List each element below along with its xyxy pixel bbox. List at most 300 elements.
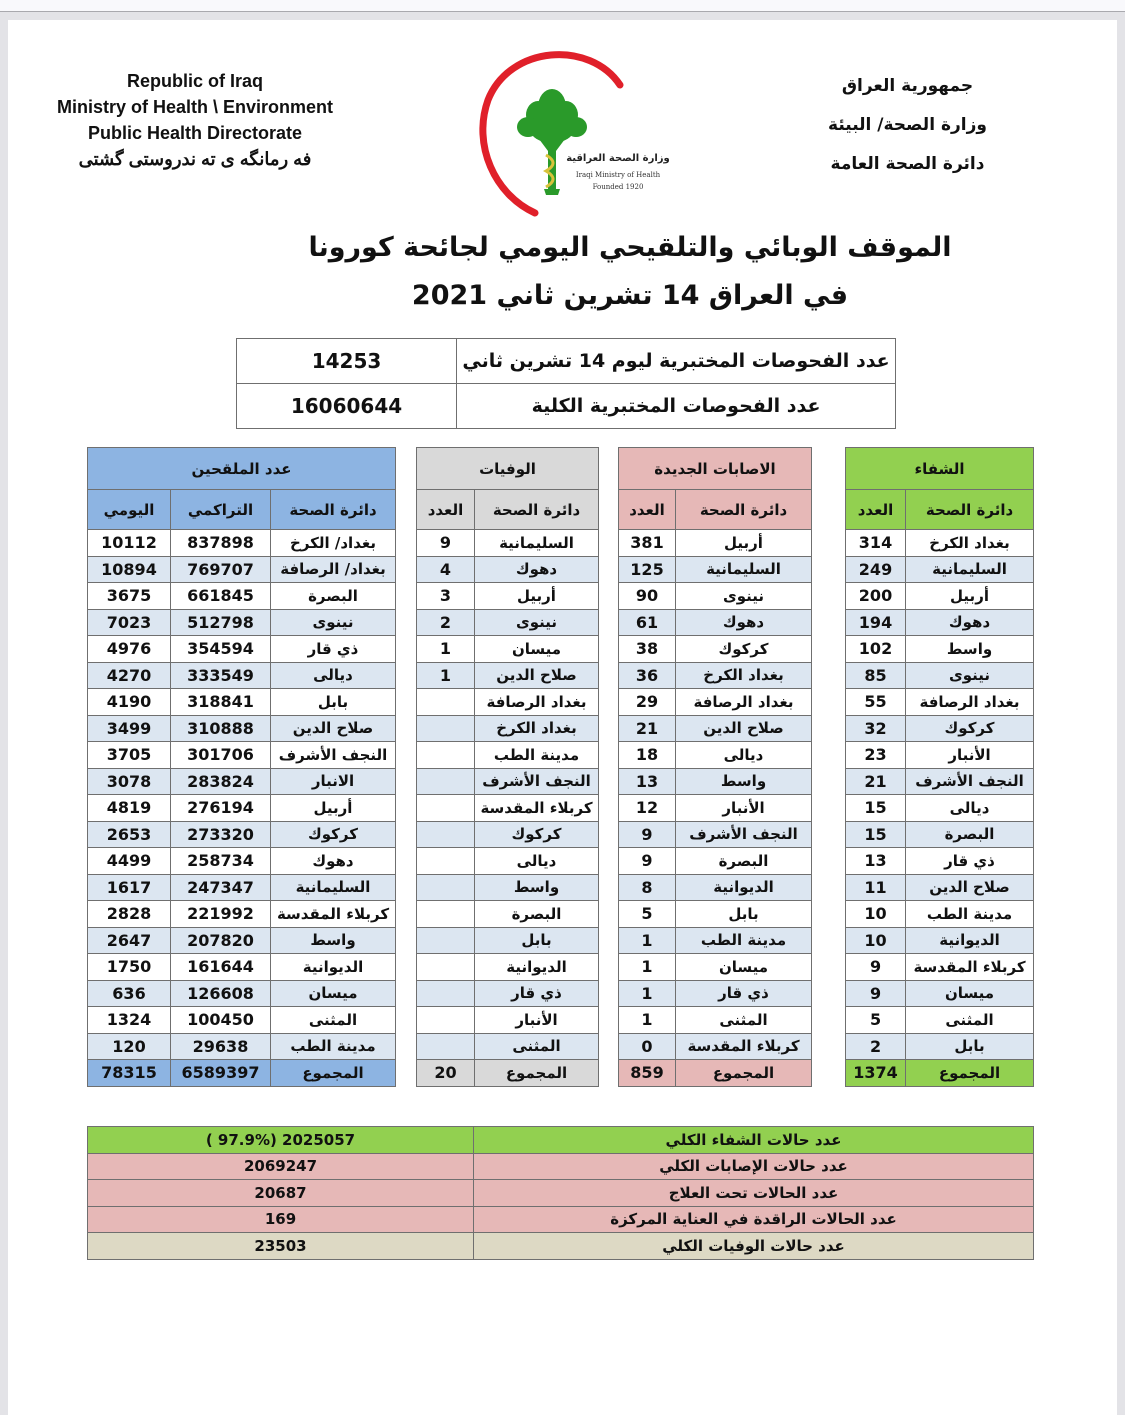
tests-row-daily: [237, 339, 896, 384]
new-cases-cell-count: 12: [619, 795, 676, 822]
recovery-row: [846, 636, 1034, 663]
recovery-cell-count: 5: [846, 1007, 906, 1034]
deaths-cell-name: دهوك: [475, 556, 599, 583]
top-bar: [0, 0, 1125, 12]
vaccinated-cell-daily: 4976: [88, 636, 171, 663]
vaccinated-row: [88, 556, 396, 583]
vaccinated-cell-cumulative: 661845: [171, 583, 271, 610]
new-cases-cell-name: واسط: [676, 768, 812, 795]
vaccinated-cell-daily: 3499: [88, 715, 171, 742]
vaccinated-row: [88, 768, 396, 795]
new-cases-row: [619, 874, 812, 901]
deaths-row: [417, 821, 599, 848]
vaccinated-cell-name: ديالى: [271, 662, 396, 689]
recovery-row: [846, 583, 1034, 610]
new-cases-cell-name: ذي قار: [676, 980, 812, 1007]
recovery-cell-count: 314: [846, 530, 906, 557]
header-ar-ministry: وزارة الصحة/ البيئة: [828, 115, 987, 135]
tests-daily-value: 14253: [237, 339, 457, 384]
summary-row: [88, 1127, 1034, 1154]
vaccinated-table: [87, 447, 396, 1087]
deaths-cell-name: أربيل: [475, 583, 599, 610]
new-cases-cell-name: نينوى: [676, 583, 812, 610]
deaths-row: [417, 556, 599, 583]
vaccinated-cell-daily: 7023: [88, 609, 171, 636]
new-cases-cell-name: كركوك: [676, 636, 812, 663]
new-cases-title: الاصابات الجديدة: [619, 448, 812, 490]
recovery-cell-name: نينوى: [906, 662, 1034, 689]
vaccinated-col-cumulative: التراكمي: [171, 490, 271, 530]
new-cases-cell-name: البصرة: [676, 848, 812, 875]
recovery-cell-count: 15: [846, 821, 906, 848]
vaccinated-cell-cumulative: 100450: [171, 1007, 271, 1034]
recovery-total: 1374: [846, 1060, 906, 1087]
new-cases-row: [619, 1033, 812, 1060]
new-cases-row: [619, 954, 812, 981]
vaccinated-cell-name: واسط: [271, 927, 396, 954]
deaths-cell-count: [417, 689, 475, 716]
vaccinated-cell-name: نينوى: [271, 609, 396, 636]
deaths-cell-count: [417, 848, 475, 875]
summary-table: [87, 1126, 1034, 1260]
recovery-cell-count: 21: [846, 768, 906, 795]
deaths-row: [417, 927, 599, 954]
new-cases-cell-count: 38: [619, 636, 676, 663]
vaccinated-cell-daily: 1750: [88, 954, 171, 981]
deaths-cell-name: المثنى: [475, 1033, 599, 1060]
vaccinated-cell-cumulative: 207820: [171, 927, 271, 954]
vaccinated-cell-name: دهوك: [271, 848, 396, 875]
english-header: [30, 68, 360, 172]
vaccinated-cell-daily: 120: [88, 1033, 171, 1060]
vaccinated-cell-daily: 4270: [88, 662, 171, 689]
recovery-cell-count: 10: [846, 901, 906, 928]
new-cases-cell-name: ديالى: [676, 742, 812, 769]
recovery-cell-name: الأنبار: [906, 742, 1034, 769]
recovery-row: [846, 609, 1034, 636]
vaccinated-cell-cumulative: 273320: [171, 821, 271, 848]
recovery-cell-count: 2: [846, 1033, 906, 1060]
summary-value: 20687: [88, 1180, 474, 1207]
recovery-cell-name: بغداد الكرخ: [906, 530, 1034, 557]
deaths-row: [417, 689, 599, 716]
recovery-cell-name: كركوك: [906, 715, 1034, 742]
recovery-cell-count: 9: [846, 954, 906, 981]
deaths-row: [417, 1033, 599, 1060]
vaccinated-row: [88, 742, 396, 769]
vaccinated-cell-daily: 4819: [88, 795, 171, 822]
deaths-cell-count: 3: [417, 583, 475, 610]
deaths-row: [417, 848, 599, 875]
recovery-cell-count: 15: [846, 795, 906, 822]
vaccinated-cell-cumulative: 769707: [171, 556, 271, 583]
vaccinated-cell-cumulative: 837898: [171, 530, 271, 557]
new-cases-row: [619, 848, 812, 875]
new-cases-cell-count: 381: [619, 530, 676, 557]
recovery-row: [846, 795, 1034, 822]
new-cases-row: [619, 1007, 812, 1034]
title-line-2: في العراق 14 تشرين ثاني 2021: [411, 280, 849, 311]
vaccinated-cell-cumulative: 161644: [171, 954, 271, 981]
vaccinated-row: [88, 662, 396, 689]
tests-total-label: عدد الفحوصات المختبرية الكلية: [457, 384, 896, 429]
vaccinated-cell-name: مدينة الطب: [271, 1033, 396, 1060]
vaccinated-cell-daily: 2647: [88, 927, 171, 954]
vaccinated-cell-name: صلاح الدين: [271, 715, 396, 742]
deaths-cell-name: بغداد الكرخ: [475, 715, 599, 742]
vaccinated-col-daily: اليومي: [88, 490, 171, 530]
header-republic: Republic of Iraq: [126, 71, 263, 91]
recovery-row: [846, 742, 1034, 769]
new-cases-cell-count: 8: [619, 874, 676, 901]
vaccinated-cell-name: بغداد/ الرصافة: [271, 556, 396, 583]
vaccinated-row: [88, 609, 396, 636]
recovery-cell-name: بغداد الرصافة: [906, 689, 1034, 716]
recovery-cell-name: دهوك: [906, 609, 1034, 636]
vaccinated-cell-cumulative: 283824: [171, 768, 271, 795]
summary-label: عدد الحالات تحت العلاج: [474, 1180, 1034, 1207]
deaths-cell-count: 9: [417, 530, 475, 557]
vaccinated-cell-daily: 2828: [88, 901, 171, 928]
recovery-cell-count: 102: [846, 636, 906, 663]
new-cases-cell-name: دهوك: [676, 609, 812, 636]
deaths-row: [417, 980, 599, 1007]
new-cases-cell-count: 13: [619, 768, 676, 795]
vaccinated-cell-cumulative: 247347: [171, 874, 271, 901]
recovery-cell-name: ميسان: [906, 980, 1034, 1007]
new-cases-row: [619, 927, 812, 954]
new-cases-row: [619, 742, 812, 769]
deaths-cell-count: [417, 1007, 475, 1034]
deaths-row: [417, 795, 599, 822]
recovery-cell-count: 194: [846, 609, 906, 636]
lab-tests-table: [236, 338, 896, 429]
recovery-row: [846, 715, 1034, 742]
deaths-cell-name: ميسان: [475, 636, 599, 663]
summary-row: [88, 1206, 1034, 1233]
new-cases-row: [619, 821, 812, 848]
vaccinated-cell-cumulative: 221992: [171, 901, 271, 928]
deaths-table: [416, 447, 599, 1087]
vaccinated-cell-cumulative: 29638: [171, 1033, 271, 1060]
new-cases-cell-count: 1: [619, 954, 676, 981]
deaths-row: [417, 954, 599, 981]
vaccinated-row: [88, 848, 396, 875]
deaths-cell-name: البصرة: [475, 901, 599, 928]
recovery-cell-count: 9: [846, 980, 906, 1007]
deaths-row: [417, 530, 599, 557]
vaccinated-row: [88, 715, 396, 742]
new-cases-cell-count: 125: [619, 556, 676, 583]
logo-english-name: Iraqi Ministry of Health: [575, 171, 661, 179]
recovery-row: [846, 1033, 1034, 1060]
vaccinated-row: [88, 901, 396, 928]
new-cases-row: [619, 768, 812, 795]
deaths-cell-name: السليمانية: [475, 530, 599, 557]
vaccinated-cell-daily: 10894: [88, 556, 171, 583]
deaths-cell-count: [417, 795, 475, 822]
vaccinated-cell-cumulative: 310888: [171, 715, 271, 742]
summary-row: [88, 1180, 1034, 1207]
vaccinated-row: [88, 1033, 396, 1060]
arabic-header: [800, 72, 1015, 189]
deaths-cell-name: ديالى: [475, 848, 599, 875]
recovery-cell-count: 55: [846, 689, 906, 716]
deaths-cell-count: 1: [417, 636, 475, 663]
new-cases-cell-name: الأنبار: [676, 795, 812, 822]
vaccinated-cell-daily: 10112: [88, 530, 171, 557]
new-cases-cell-count: 29: [619, 689, 676, 716]
new-cases-cell-name: المثنى: [676, 1007, 812, 1034]
vaccinated-cell-cumulative: 276194: [171, 795, 271, 822]
recovery-cell-name: النجف الأشرف: [906, 768, 1034, 795]
summary-value: 169: [88, 1206, 474, 1233]
vaccinated-cell-name: السليمانية: [271, 874, 396, 901]
new-cases-row: [619, 980, 812, 1007]
deaths-row: [417, 768, 599, 795]
deaths-row: [417, 901, 599, 928]
vaccinated-cell-daily: 1324: [88, 1007, 171, 1034]
recovery-cell-count: 13: [846, 848, 906, 875]
vaccinated-cell-daily: 3078: [88, 768, 171, 795]
recovery-cell-name: بابل: [906, 1033, 1034, 1060]
header-kurdish: فه رمانگه ى ته ندروستى گشتى: [78, 149, 312, 169]
deaths-cell-count: [417, 1033, 475, 1060]
vaccinated-cell-daily: 4499: [88, 848, 171, 875]
deaths-cell-count: [417, 821, 475, 848]
new-cases-table: [618, 447, 812, 1087]
vaccinated-row: [88, 689, 396, 716]
tests-total-value: 16060644: [237, 384, 457, 429]
vaccinated-body: [88, 530, 396, 1060]
vaccinated-cell-daily: 3675: [88, 583, 171, 610]
deaths-row: [417, 636, 599, 663]
vaccinated-row: [88, 795, 396, 822]
new-cases-cell-count: 1: [619, 1007, 676, 1034]
deaths-cell-name: ذي قار: [475, 980, 599, 1007]
summary-body: [88, 1127, 1034, 1260]
deaths-row: [417, 715, 599, 742]
deaths-cell-name: نينوى: [475, 609, 599, 636]
deaths-cell-count: [417, 927, 475, 954]
vaccinated-row: [88, 980, 396, 1007]
deaths-cell-name: صلاح الدين: [475, 662, 599, 689]
deaths-cell-name: بغداد الرصافة: [475, 689, 599, 716]
deaths-cell-name: كربلاء المقدسة: [475, 795, 599, 822]
vaccinated-cell-name: كربلاء المقدسة: [271, 901, 396, 928]
ministry-logo: [470, 45, 670, 220]
recovery-row: [846, 530, 1034, 557]
summary-value: ( 97.9%) 2025057: [88, 1127, 474, 1154]
recovery-cell-name: السليمانية: [906, 556, 1034, 583]
vaccinated-row: [88, 636, 396, 663]
vaccinated-cell-name: ميسان: [271, 980, 396, 1007]
new-cases-col-name: دائرة الصحة: [676, 490, 812, 530]
vaccinated-cell-name: البصرة: [271, 583, 396, 610]
header-ministry: Ministry of Health \ Environment: [56, 97, 334, 117]
vaccinated-row: [88, 1007, 396, 1034]
recovery-title: الشفاء: [846, 448, 1034, 490]
deaths-cell-count: [417, 742, 475, 769]
new-cases-cell-name: كربلاء المقدسة: [676, 1033, 812, 1060]
vaccinated-title: عدد الملقحين: [88, 448, 396, 490]
new-cases-row: [619, 689, 812, 716]
recovery-row: [846, 768, 1034, 795]
new-cases-row: [619, 609, 812, 636]
deaths-body: [417, 530, 599, 1060]
recovery-col-name: دائرة الصحة: [906, 490, 1034, 530]
vaccinated-cell-name: المثنى: [271, 1007, 396, 1034]
deaths-cell-count: [417, 980, 475, 1007]
new-cases-row: [619, 715, 812, 742]
new-cases-cell-count: 5: [619, 901, 676, 928]
new-cases-row: [619, 795, 812, 822]
tests-daily-label: عدد الفحوصات المختبرية ليوم 14 تشرين ثاني: [457, 339, 896, 384]
recovery-cell-count: 32: [846, 715, 906, 742]
recovery-row: [846, 821, 1034, 848]
title-line-1: الموقف الوبائي والتلقيحي اليومي لجائحة كورونا: [308, 232, 952, 263]
ministry-logo-icon: [470, 45, 670, 220]
vaccinated-cell-daily: 3705: [88, 742, 171, 769]
vaccinated-cell-name: النجف الأشرف: [271, 742, 396, 769]
new-cases-row: [619, 636, 812, 663]
recovery-cell-name: واسط: [906, 636, 1034, 663]
recovery-row: [846, 927, 1034, 954]
summary-value: 2069247: [88, 1153, 474, 1180]
deaths-title: الوفيات: [417, 448, 599, 490]
recovery-cell-name: المثنى: [906, 1007, 1034, 1034]
recovery-cell-name: الديوانية: [906, 927, 1034, 954]
vaccinated-cell-name: بابل: [271, 689, 396, 716]
vaccinated-total-daily: 78315: [88, 1060, 171, 1087]
recovery-table: [845, 447, 1034, 1087]
new-cases-total-label: المجموع: [676, 1060, 812, 1087]
vaccinated-cell-name: الديوانية: [271, 954, 396, 981]
recovery-total-label: المجموع: [906, 1060, 1034, 1087]
vaccinated-col-name: دائرة الصحة: [271, 490, 396, 530]
deaths-cell-name: بابل: [475, 927, 599, 954]
new-cases-col-count: العدد: [619, 490, 676, 530]
recovery-cell-count: 23: [846, 742, 906, 769]
new-cases-cell-name: صلاح الدين: [676, 715, 812, 742]
deaths-cell-count: [417, 768, 475, 795]
vaccinated-cell-daily: 4190: [88, 689, 171, 716]
new-cases-cell-count: 1: [619, 927, 676, 954]
header-directorate: Public Health Directorate: [87, 123, 303, 143]
summary-label: عدد حالات الإصابات الكلي: [474, 1153, 1034, 1180]
summary-row: [88, 1233, 1034, 1260]
recovery-body: [846, 530, 1034, 1060]
vaccinated-cell-cumulative: 318841: [171, 689, 271, 716]
new-cases-cell-count: 18: [619, 742, 676, 769]
new-cases-row: [619, 556, 812, 583]
new-cases-cell-count: 36: [619, 662, 676, 689]
recovery-row: [846, 689, 1034, 716]
recovery-cell-name: مدينة الطب: [906, 901, 1034, 928]
new-cases-cell-name: مدينة الطب: [676, 927, 812, 954]
summary-row: [88, 1153, 1034, 1180]
vaccinated-total-label: المجموع: [271, 1060, 396, 1087]
new-cases-cell-count: 61: [619, 609, 676, 636]
deaths-row: [417, 583, 599, 610]
vaccinated-row: [88, 927, 396, 954]
summary-label: عدد الحالات الراقدة في العناية المركزة: [474, 1206, 1034, 1233]
report-title: [250, 224, 1010, 320]
new-cases-cell-count: 0: [619, 1033, 676, 1060]
new-cases-cell-count: 90: [619, 583, 676, 610]
deaths-cell-count: [417, 715, 475, 742]
deaths-col-count: العدد: [417, 490, 475, 530]
deaths-cell-count: 2: [417, 609, 475, 636]
deaths-row: [417, 1007, 599, 1034]
new-cases-cell-name: بغداد الكرخ: [676, 662, 812, 689]
deaths-cell-count: [417, 874, 475, 901]
vaccinated-cell-name: بغداد/ الكرخ: [271, 530, 396, 557]
recovery-row: [846, 874, 1034, 901]
summary-value: 23503: [88, 1233, 474, 1260]
header-ar-republic: جمهورية العراق: [841, 76, 974, 96]
vaccinated-cell-name: كركوك: [271, 821, 396, 848]
vaccinated-total-cumulative: 6589397: [171, 1060, 271, 1087]
new-cases-cell-name: أربيل: [676, 530, 812, 557]
deaths-cell-name: الديوانية: [475, 954, 599, 981]
recovery-cell-name: أربيل: [906, 583, 1034, 610]
deaths-col-name: دائرة الصحة: [475, 490, 599, 530]
new-cases-row: [619, 583, 812, 610]
recovery-row: [846, 848, 1034, 875]
recovery-cell-name: البصرة: [906, 821, 1034, 848]
new-cases-cell-count: 1: [619, 980, 676, 1007]
recovery-row: [846, 1007, 1034, 1034]
deaths-row: [417, 662, 599, 689]
summary-label: عدد حالات الوفيات الكلي: [474, 1233, 1034, 1260]
vaccinated-cell-cumulative: 126608: [171, 980, 271, 1007]
vaccinated-cell-cumulative: 354594: [171, 636, 271, 663]
new-cases-cell-name: بغداد الرصافة: [676, 689, 812, 716]
vaccinated-cell-cumulative: 333549: [171, 662, 271, 689]
new-cases-cell-name: بابل: [676, 901, 812, 928]
deaths-cell-name: كركوك: [475, 821, 599, 848]
recovery-row: [846, 662, 1034, 689]
vaccinated-cell-daily: 1617: [88, 874, 171, 901]
deaths-row: [417, 742, 599, 769]
recovery-cell-count: 200: [846, 583, 906, 610]
logo-founded: Founded 1920: [592, 183, 644, 191]
vaccinated-row: [88, 874, 396, 901]
deaths-total: 20: [417, 1060, 475, 1087]
vaccinated-row: [88, 583, 396, 610]
recovery-row: [846, 980, 1034, 1007]
vaccinated-cell-cumulative: 512798: [171, 609, 271, 636]
logo-arabic-name: وزارة الصحة العراقية: [566, 153, 670, 164]
new-cases-cell-count: 21: [619, 715, 676, 742]
deaths-cell-count: 4: [417, 556, 475, 583]
recovery-row: [846, 556, 1034, 583]
recovery-cell-name: ديالى: [906, 795, 1034, 822]
vaccinated-cell-cumulative: 301706: [171, 742, 271, 769]
recovery-row: [846, 954, 1034, 981]
vaccinated-row: [88, 954, 396, 981]
deaths-cell-name: واسط: [475, 874, 599, 901]
recovery-cell-count: 249: [846, 556, 906, 583]
vaccinated-cell-name: الانبار: [271, 768, 396, 795]
summary-label: عدد حالات الشفاء الكلي: [474, 1127, 1034, 1154]
new-cases-total: 859: [619, 1060, 676, 1087]
new-cases-row: [619, 662, 812, 689]
deaths-row: [417, 874, 599, 901]
new-cases-row: [619, 901, 812, 928]
new-cases-cell-name: السليمانية: [676, 556, 812, 583]
